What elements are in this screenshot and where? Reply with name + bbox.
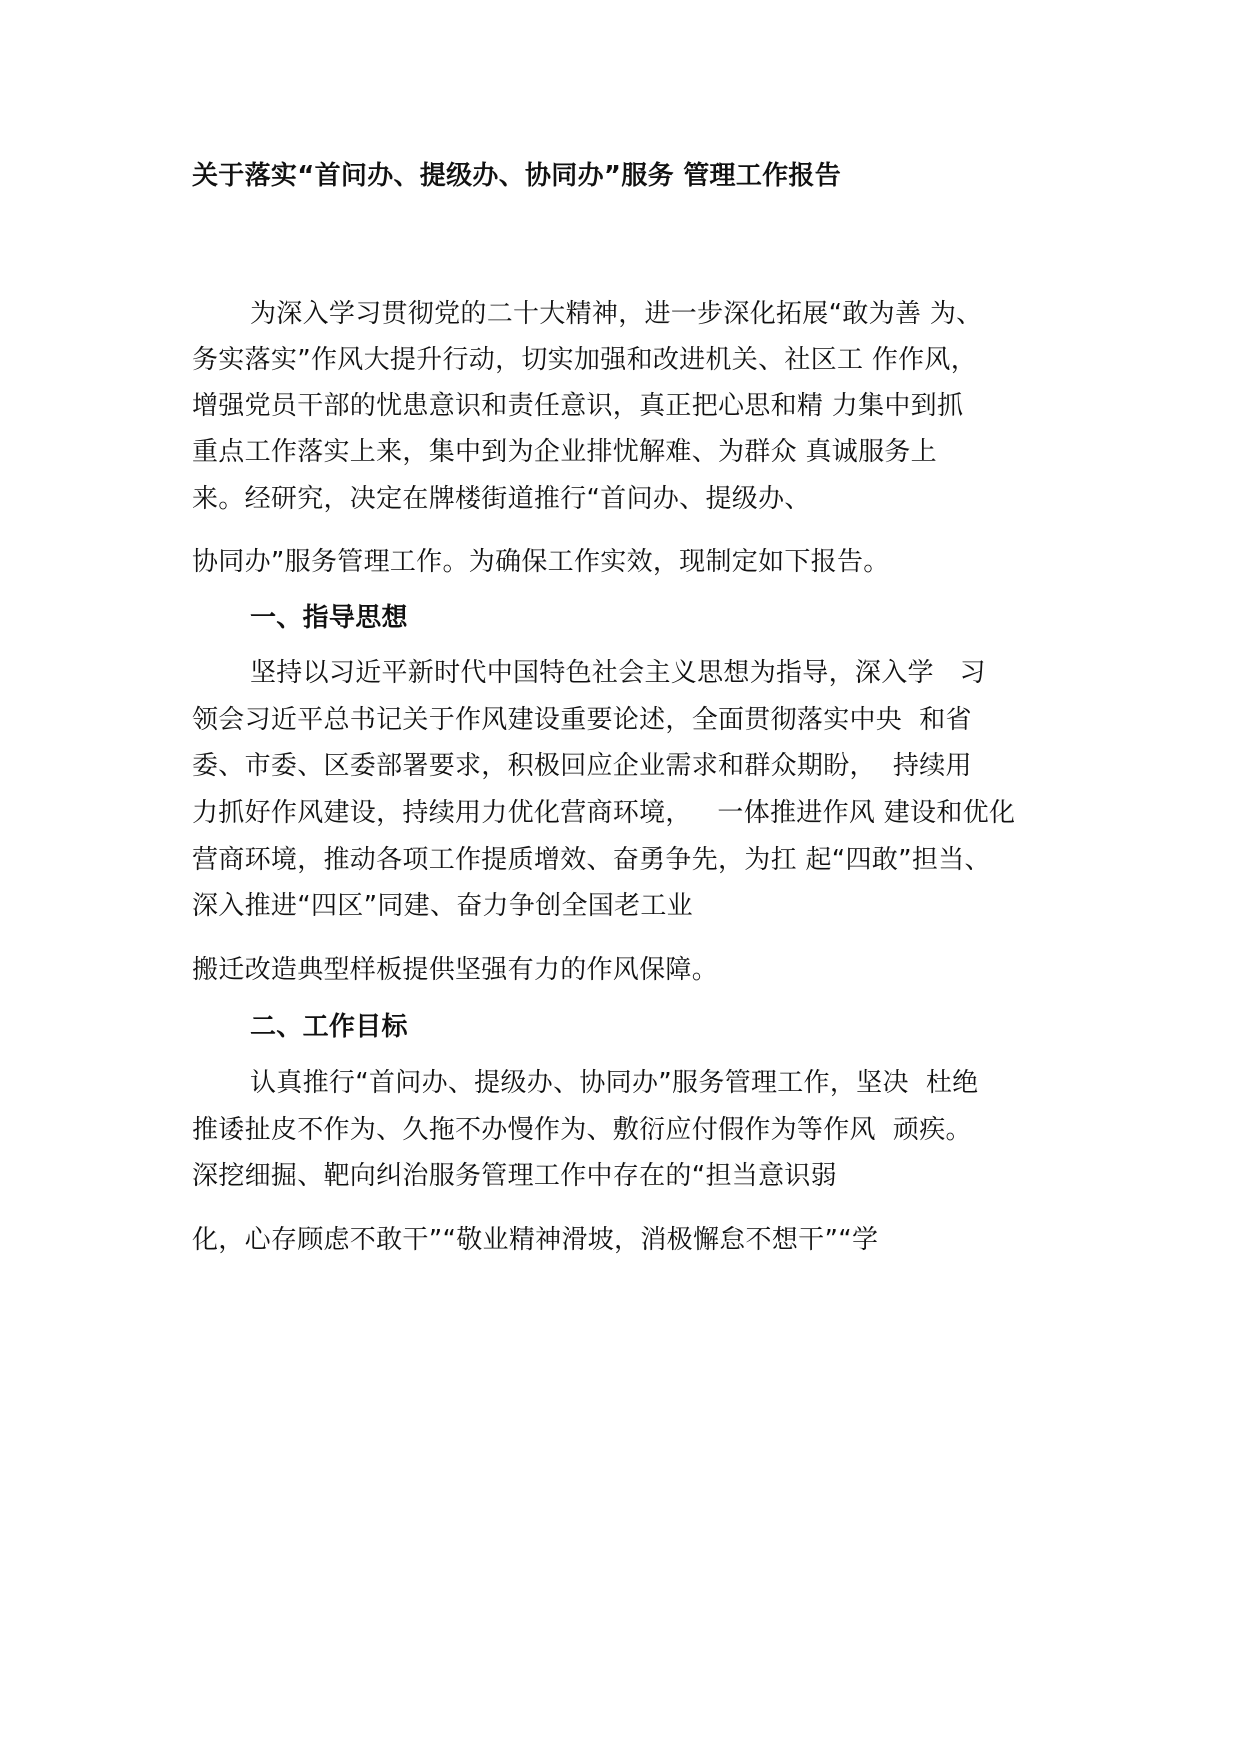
- section-1-line-1: 坚持以习近平新时代中国特色社会主义思想为指导，深入学 习: [250, 658, 986, 688]
- intro-line-3: 增强党员干部的忧患意识和责任意识，真正把心思和精 力集中到抓: [192, 391, 964, 421]
- document-title: 关于落实“首问办、提级办、协同办”服务 管理工作报告: [192, 161, 842, 191]
- section-1-line-2: 领会习近平总书记关于作风建设重要论述，全面贯彻落实中央 和省: [192, 705, 972, 735]
- section-2-line-2: 推诿扯皮不作为、久拖不办慢作为、敷衍应付假作为等作风 顽疾。: [192, 1115, 972, 1145]
- section-1-line-6: 深入推进“四区”同建、奋力争创全国老工业: [192, 891, 693, 921]
- intro-line-4: 重点工作落实上来，集中到为企业排忧解难、为群众 真诚服务上: [192, 437, 937, 467]
- intro-line-6: 协同办”服务管理工作。为确保工作实效，现制定如下报告。: [192, 547, 890, 577]
- section-1-line-5: 营商环境，推动各项工作提质增效、奋勇争先，为扛 起“四敢”担当、: [192, 845, 991, 875]
- section-2-line-4: 化，心存顾虑不敢干”“敬业精神滑坡，消极懈怠不想干”“学: [192, 1225, 879, 1255]
- section-2-line-3: 深挖细掘、靶向纠治服务管理工作中存在的“担当意识弱: [192, 1161, 837, 1191]
- section-1-line-7: 搬迁改造典型样板提供坚强有力的作风保障。: [192, 955, 719, 985]
- section-1-line-3: 委、市委、区委部署要求，积极回应企业需求和群众期盼， 持续用: [192, 751, 972, 781]
- intro-line-5: 来。经研究，决定在牌楼街道推行“首问办、提级办、: [192, 484, 811, 514]
- intro-line-1: 为深入学习贯彻党的二十大精神，进一步深化拓展“敢为善 为、: [250, 299, 983, 329]
- section-2-line-1: 认真推行“首问办、提级办、协同办”服务管理工作，坚决 杜绝: [250, 1068, 979, 1098]
- section-1-line-4: 力抓好作风建设，持续用力优化营商环境， 一体推进作风 建设和优化: [192, 798, 1016, 828]
- intro-line-2: 务实落实”作风大提升行动，切实加强和改进机关、社区工 作作风，: [192, 345, 978, 375]
- section-1-heading: 一、指导思想: [250, 603, 408, 633]
- section-2-heading: 二、工作目标: [250, 1012, 408, 1042]
